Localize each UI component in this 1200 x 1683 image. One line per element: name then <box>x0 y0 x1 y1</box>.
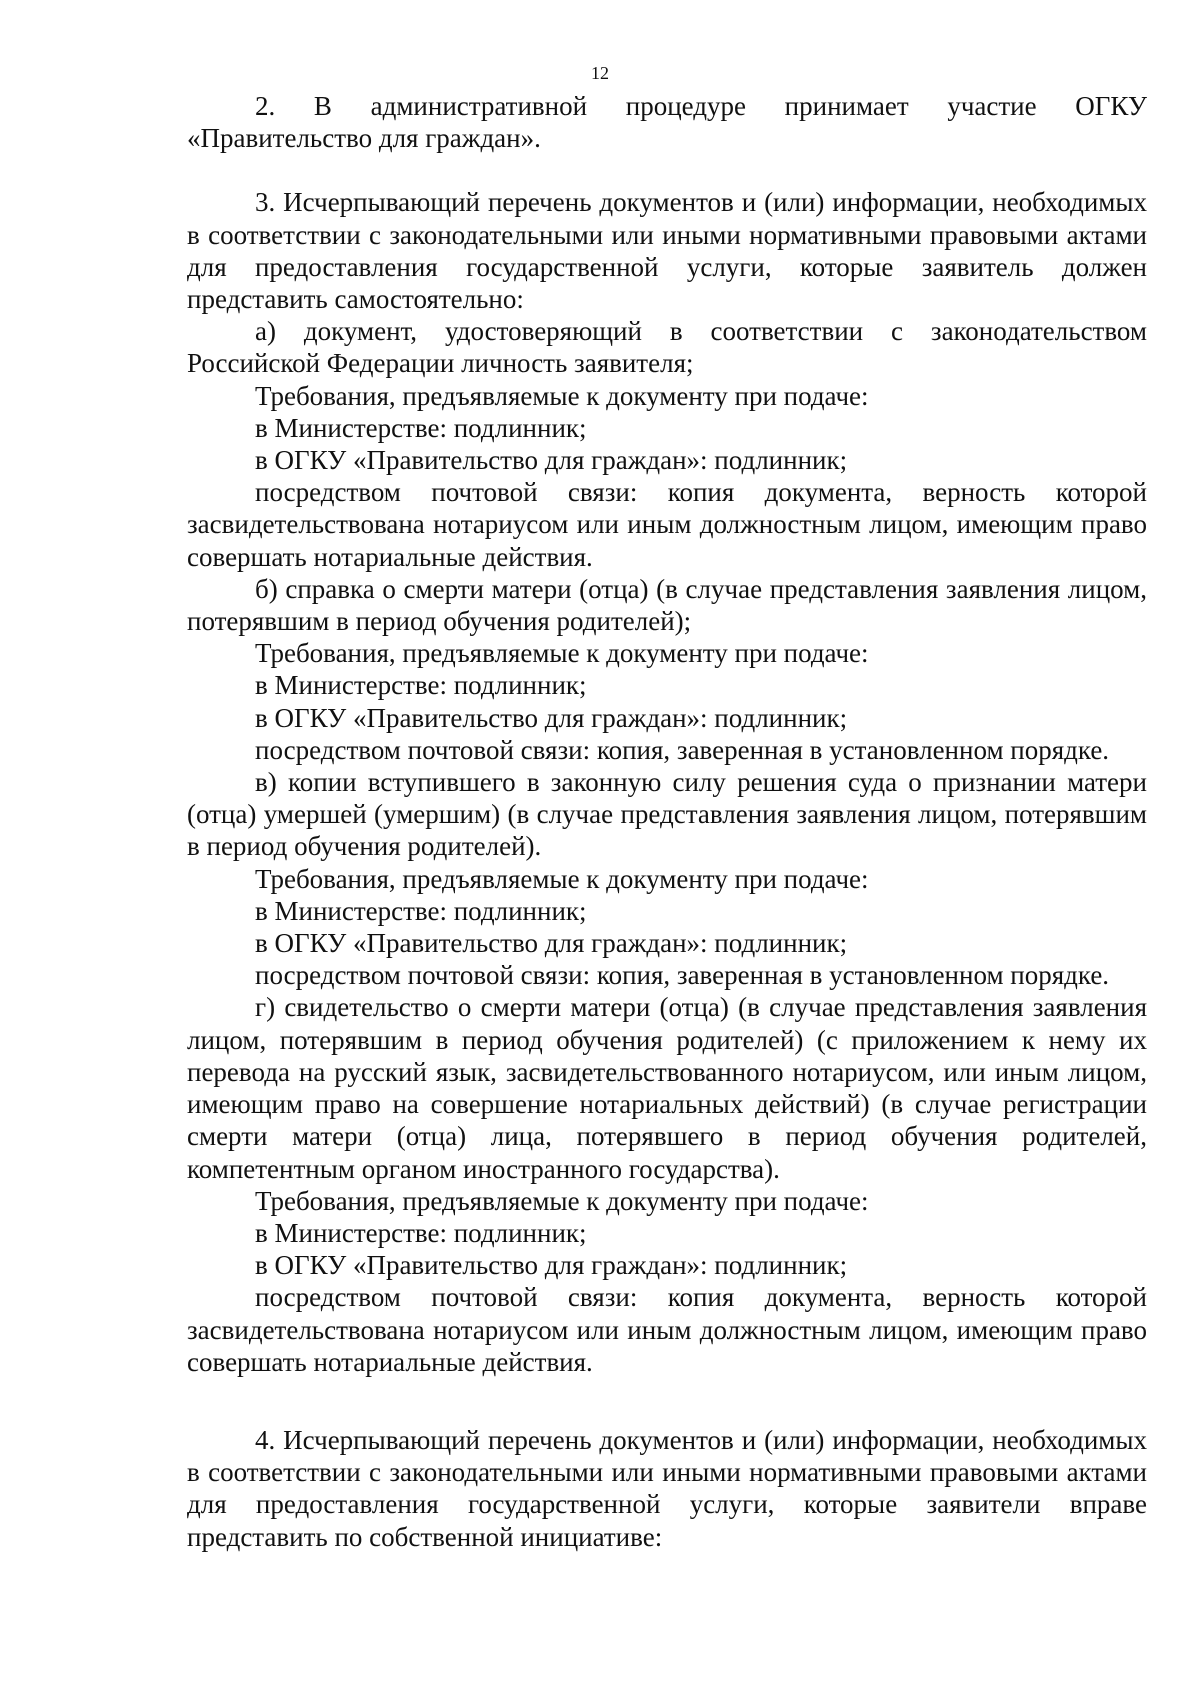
requirement-ministry: в Министерстве: подлинник; <box>255 670 587 701</box>
requirement-ogku: в ОГКУ «Правительство для граждан»: подлинник; <box>255 928 848 959</box>
paragraph-item-3: 3. Исчерпывающий перечень документов и (или) информации, необходимых в соответствии с законодательными или иными нормативными правовыми актами для предоставления государственной услуги, которые заявитель должен представить самостоятельно: <box>187 187 1147 315</box>
requirements-heading: Требования, предъявляемые к документу при подаче: <box>255 380 869 411</box>
requirement-ogku: в ОГКУ «Правительство для граждан»: подлинник; <box>255 1250 848 1281</box>
requirements-heading: Требования, предъявляемые к документу при подаче: <box>255 638 869 669</box>
requirement-ministry: в Министерстве: подлинник; <box>255 412 587 443</box>
subitem-a: а) документ, удостоверяющий в соответствии с законодательством Российской Федерации личность заявителя; <box>187 316 1147 379</box>
subitem-g: г) свидетельство о смерти матери (отца) (в случае представления заявления лицом, потерявшим в период обучения родителей) (с приложением к нему их перевода на русский язык, засвидетельствованного нотариусом, или иным лицом, имеющим право на совершение нотариальных действий) (в случае регистрации смерти матери (отца) лица, потерявшего в период обучения родителей, компетентным органом иностранного государства). <box>187 992 1147 1184</box>
requirement-post: посредством почтовой связи: копия, заверенная в установленном порядке. <box>255 960 1110 991</box>
requirement-ogku: в ОГКУ «Правительство для граждан»: подлинник; <box>255 445 848 476</box>
requirement-ministry: в Министерстве: подлинник; <box>255 1217 587 1248</box>
requirement-post: посредством почтовой связи: копия документа, верность которой засвидетельствована нотариусом или иным должностным лицом, имеющим право совершать нотариальные действия. <box>187 1282 1147 1377</box>
requirements-heading: Требования, предъявляемые к документу при подаче: <box>255 1185 869 1216</box>
subitem-v: в) копии вступившего в законную силу решения суда о признании матери (отца) умершей (умершим) (в случае представления заявления лицом, потерявшим в период обучения родителей). <box>187 767 1147 862</box>
requirement-ogku: в ОГКУ «Правительство для граждан»: подлинник; <box>255 702 848 733</box>
requirement-post: посредством почтовой связи: копия документа, верность которой засвидетельствована нотариусом или иным должностным лицом, имеющим право совершать нотариальные действия. <box>187 477 1147 572</box>
paragraph-item-2: 2. В административной процедуре принимает участие ОГКУ «Правительство для граждан». <box>187 91 1147 154</box>
document-body <box>187 90 1147 1553</box>
requirement-post: посредством почтовой связи: копия, заверенная в установленном порядке. <box>255 734 1110 765</box>
requirement-ministry: в Министерстве: подлинник; <box>255 895 587 926</box>
paragraph-item-4: 4. Исчерпывающий перечень документов и (или) информации, необходимых в соответствии с законодательными или иными нормативными правовыми актами для предоставления государственной услуги, которые заявители вправе представить по собственной инициативе: <box>187 1424 1147 1552</box>
page-number: 12 <box>591 63 609 83</box>
requirements-heading: Требования, предъявляемые к документу при подаче: <box>255 863 869 894</box>
subitem-b: б) справка о смерти матери (отца) (в случае представления заявления лицом, потерявшим в период обучения родителей); <box>187 573 1147 637</box>
